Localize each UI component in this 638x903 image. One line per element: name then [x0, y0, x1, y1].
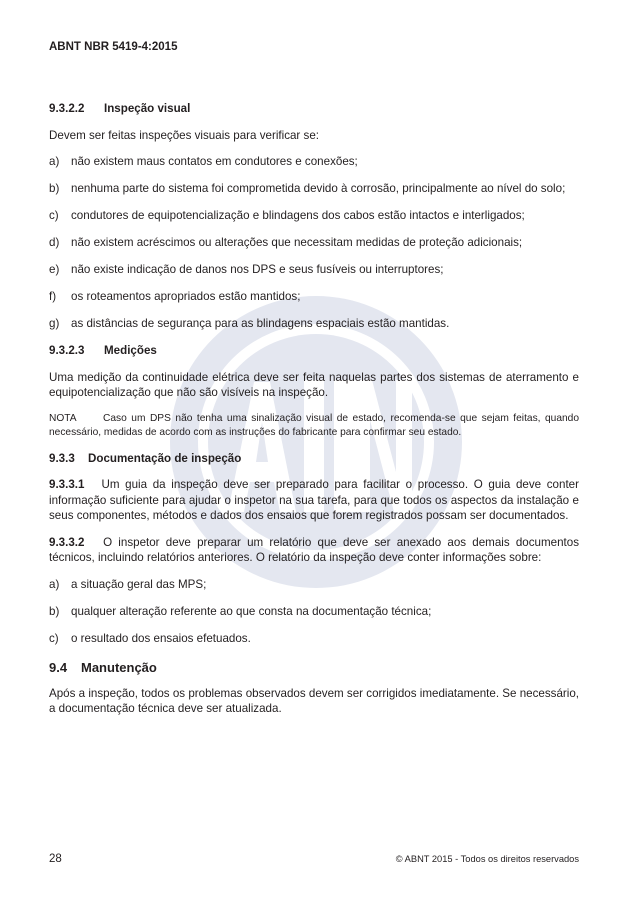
list-item: c) o resultado dos ensaios efetuados.: [49, 631, 251, 645]
list-item: b) nenhuma parte do sistema foi comprometida devido à corrosão, principalmente ao nível do solo;: [49, 182, 566, 195]
section-heading-visual-inspection: 9.3.2.2 Inspeção visual: [49, 102, 191, 115]
copyright-notice: © ABNT 2015 - Todos os direitos reservados: [395, 854, 579, 864]
document-body: [49, 101, 579, 728]
paragraph: 9.3.3.1 Um guia da inspeção deve ser preparado para facilitar o processo. O guia deve conter informação suficiente para ajudar o inspetor na sua tarefa, para que todos os aspectos da instalação e seus componentes, métodos e dados dos ensaios que forem registrados possam ser documentados.: [49, 478, 579, 522]
paragraph: Uma medição da continuidade elétrica deve ser feita naquelas partes dos sistemas de aterramento e equipotencialização que não são visíveis na inspeção.: [49, 370, 579, 399]
list-item: b) qualquer alteração referente ao que consta na documentação técnica;: [49, 604, 432, 618]
paragraph: Devem ser feitas inspeções visuais para verificar se:: [49, 128, 319, 142]
list-item: d) não existem acréscimos ou alterações que necessitam medidas de proteção adicionais;: [49, 236, 523, 249]
document-header: ABNT NBR 5419-4:2015: [49, 41, 178, 53]
section-heading-maintenance: 9.4 Manutenção: [49, 660, 157, 675]
list-item: a) não existem maus contatos em condutores e conexões;: [49, 155, 358, 168]
paragraph: 9.3.3.2 O inspetor deve preparar um relatório que deve ser anexado aos demais documentos técnicos, incluindo relatórios anteriores. O relatório da inspeção deve conter informações sobre:: [49, 535, 580, 564]
section-heading-inspection-documentation: 9.3.3 Documentação de inspeção: [49, 451, 242, 465]
list-item: c) condutores de equipotencialização e blindagens dos cabos estão intactos e interligados;: [49, 209, 525, 222]
paragraph: Após a inspeção, todos os problemas observados devem ser corrigidos imediatamente. Se necessário, a documentação técnica deve ser atualizada.: [49, 686, 579, 715]
list-item: e) não existe indicação de danos nos DPS e seus fusíveis ou interruptores;: [49, 263, 444, 276]
note: NOTA Caso um DPS não tenha uma sinalização visual de estado, recomenda-se que sejam feitas, quando necessário, medidas de acordo com as instruções do fabricante para confirmar seu estado.: [49, 412, 579, 438]
list-item: g) as distâncias de segurança para as blindagens espaciais estão mantidas.: [49, 317, 450, 330]
list-item: f) os roteamentos apropriados estão mantidos;: [49, 290, 301, 303]
section-heading-measurements: 9.3.2.3 Medições: [49, 344, 157, 357]
page-number: 28: [49, 853, 62, 865]
list-item: a) a situação geral das MPS;: [49, 577, 207, 591]
